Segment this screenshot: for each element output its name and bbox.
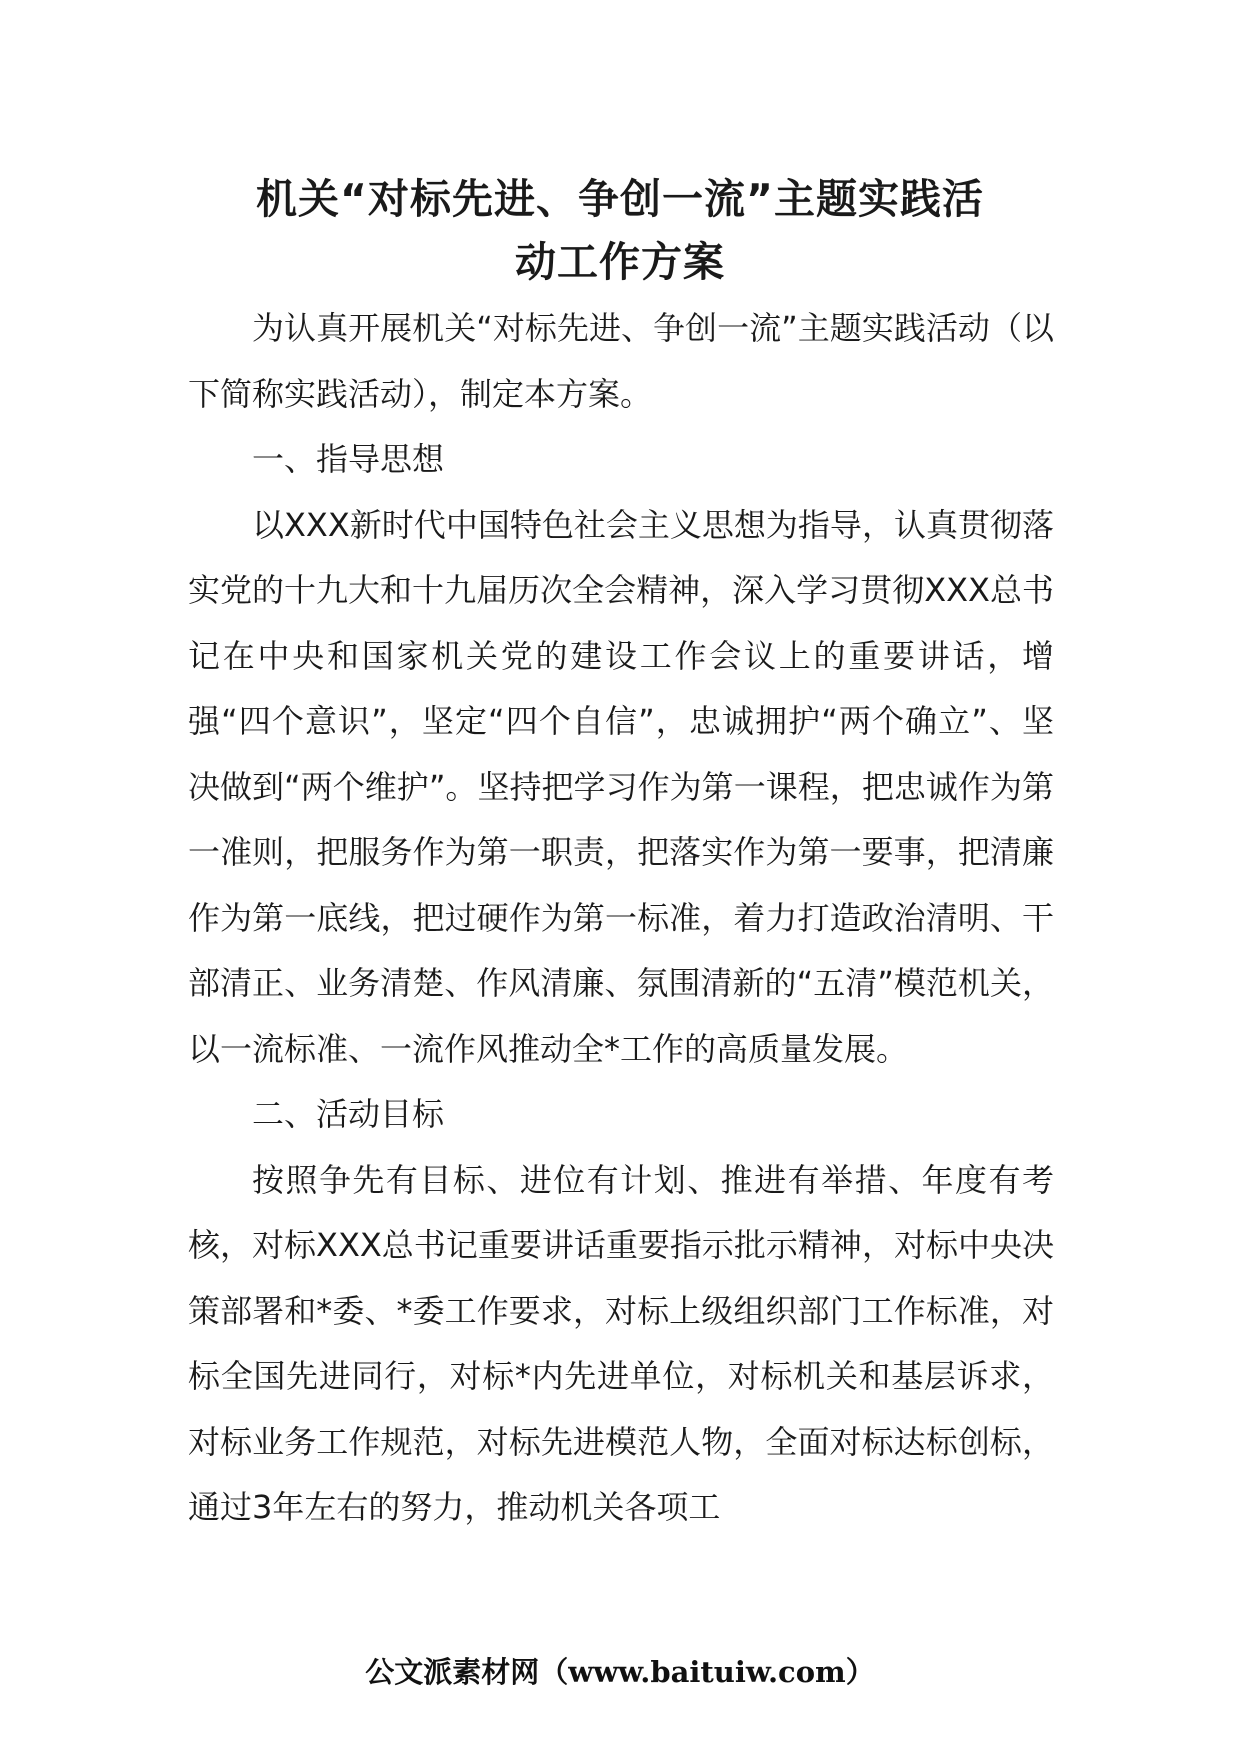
document-body — [188, 296, 1054, 1541]
section-heading-guiding-ideology: 一、指导思想 — [252, 440, 445, 478]
title-line-1: 机关“对标先进、争创一流”主题实践活 — [256, 175, 984, 223]
footer-watermark: 公文派素材网（www.baituiw.com） — [365, 1655, 875, 1689]
document-title — [190, 168, 1050, 294]
activity-goals-paragraph: 按照争先有目标、进位有计划、推进有举措、年度有考核，对标XXX总书记重要讲话重要指示批示精神，对标中央决策部署和*委、*委工作要求，对标上级组织部门工作标准，对标全国先进同行，对标*内先进单位，对标机关和基层诉求，对标业务工作规范，对标先进模范人物，全面对标达标创标，通过3年左右的努力，推动机关各项工 — [188, 1160, 1054, 1526]
title-line-2: 动工作方案 — [515, 238, 725, 286]
intro-paragraph: 为认真开展机关“对标先进、争创一流”主题实践活动（以下简称实践活动），制定本方案。 — [188, 309, 1054, 413]
guiding-ideology-paragraph: 以XXX新时代中国特色社会主义思想为指导，认真贯彻落实党的十九大和十九届历次全会精神，深入学习贯彻XXX总书记在中央和国家机关党的建设工作会议上的重要讲话，增强“四个意识”，坚定“四个自信”，忠诚拥护“两个确立”、坚决做到“两个维护”。坚持把学习作为第一课程，把忠诚作为第一准则，把服务作为第一职责，把落实作为第一要事，把清廉作为第一底线，把过硬作为第一标准，着力打造政治清明、干部清正、业务清楚、作风清廉、氛围清新的“五清”模范机关，以一流标准、一流作风推动全*工作的高质量发展。 — [188, 505, 1054, 1068]
section-heading-activity-goals: 二、活动目标 — [252, 1095, 445, 1133]
